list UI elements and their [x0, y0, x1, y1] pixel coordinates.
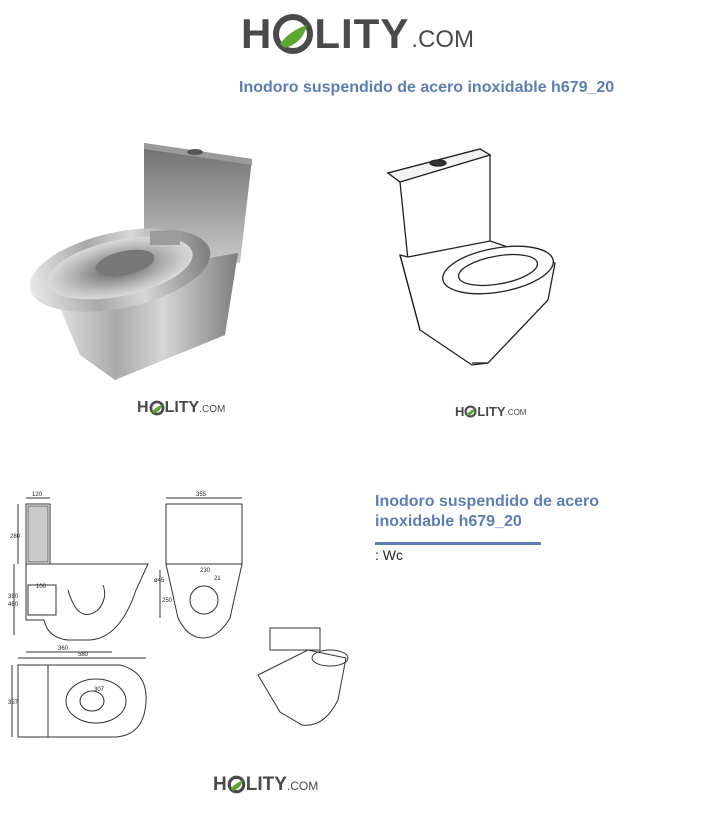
product-line-drawing — [380, 135, 560, 370]
dim-45: ø45 — [154, 578, 165, 584]
dim-100: 100 — [36, 584, 47, 590]
dim-307: 307 — [94, 687, 105, 693]
logo-letter-h: H — [455, 404, 465, 419]
product-note: : Wc — [375, 547, 403, 563]
logo-letters: LITY — [314, 10, 410, 57]
logo-letters: LITY — [477, 404, 506, 419]
logo-suffix: .COM — [286, 779, 319, 793]
brand-logo-small-1 — [137, 400, 225, 416]
brand-logo-small-2 — [455, 405, 526, 418]
dim-120: 120 — [32, 492, 43, 498]
dim-390: 390 — [8, 594, 19, 600]
technical-drawing — [8, 490, 353, 750]
logo-suffix: .COM — [199, 404, 226, 415]
logo-letters: LITY — [245, 774, 287, 795]
dim-460: 460 — [8, 602, 19, 608]
dim-360: 360 — [58, 646, 69, 652]
dim-21: 21 — [214, 576, 221, 582]
logo-letter-h: H — [137, 399, 149, 416]
logo-suffix: .COM — [411, 26, 475, 53]
side-divider — [375, 542, 541, 545]
brand-logo — [241, 10, 475, 57]
brand-logo-bottom — [213, 775, 318, 794]
logo-o-icon — [464, 405, 477, 418]
logo-o-icon — [227, 775, 246, 794]
dim-280: 280 — [10, 534, 21, 540]
dim-580: 580 — [78, 652, 89, 658]
dim-250: 250 — [162, 598, 173, 604]
dim-357: 357 — [8, 700, 19, 706]
logo-letters: LITY — [164, 399, 200, 416]
logo-letter-h: H — [241, 10, 273, 57]
dim-355: 355 — [196, 492, 207, 498]
logo-o-icon — [149, 400, 165, 416]
logo-letter-h: H — [213, 774, 227, 795]
product-photo — [20, 135, 255, 385]
product-side-title: Inodoro suspendido de acero inoxidable h679_20 — [375, 493, 600, 530]
page-title: Inodoro suspendido de acero inoxidable h679_20 — [239, 79, 615, 96]
dim-230: 230 — [200, 568, 211, 574]
logo-o-icon — [273, 13, 313, 55]
logo-suffix: .COM — [505, 408, 527, 417]
